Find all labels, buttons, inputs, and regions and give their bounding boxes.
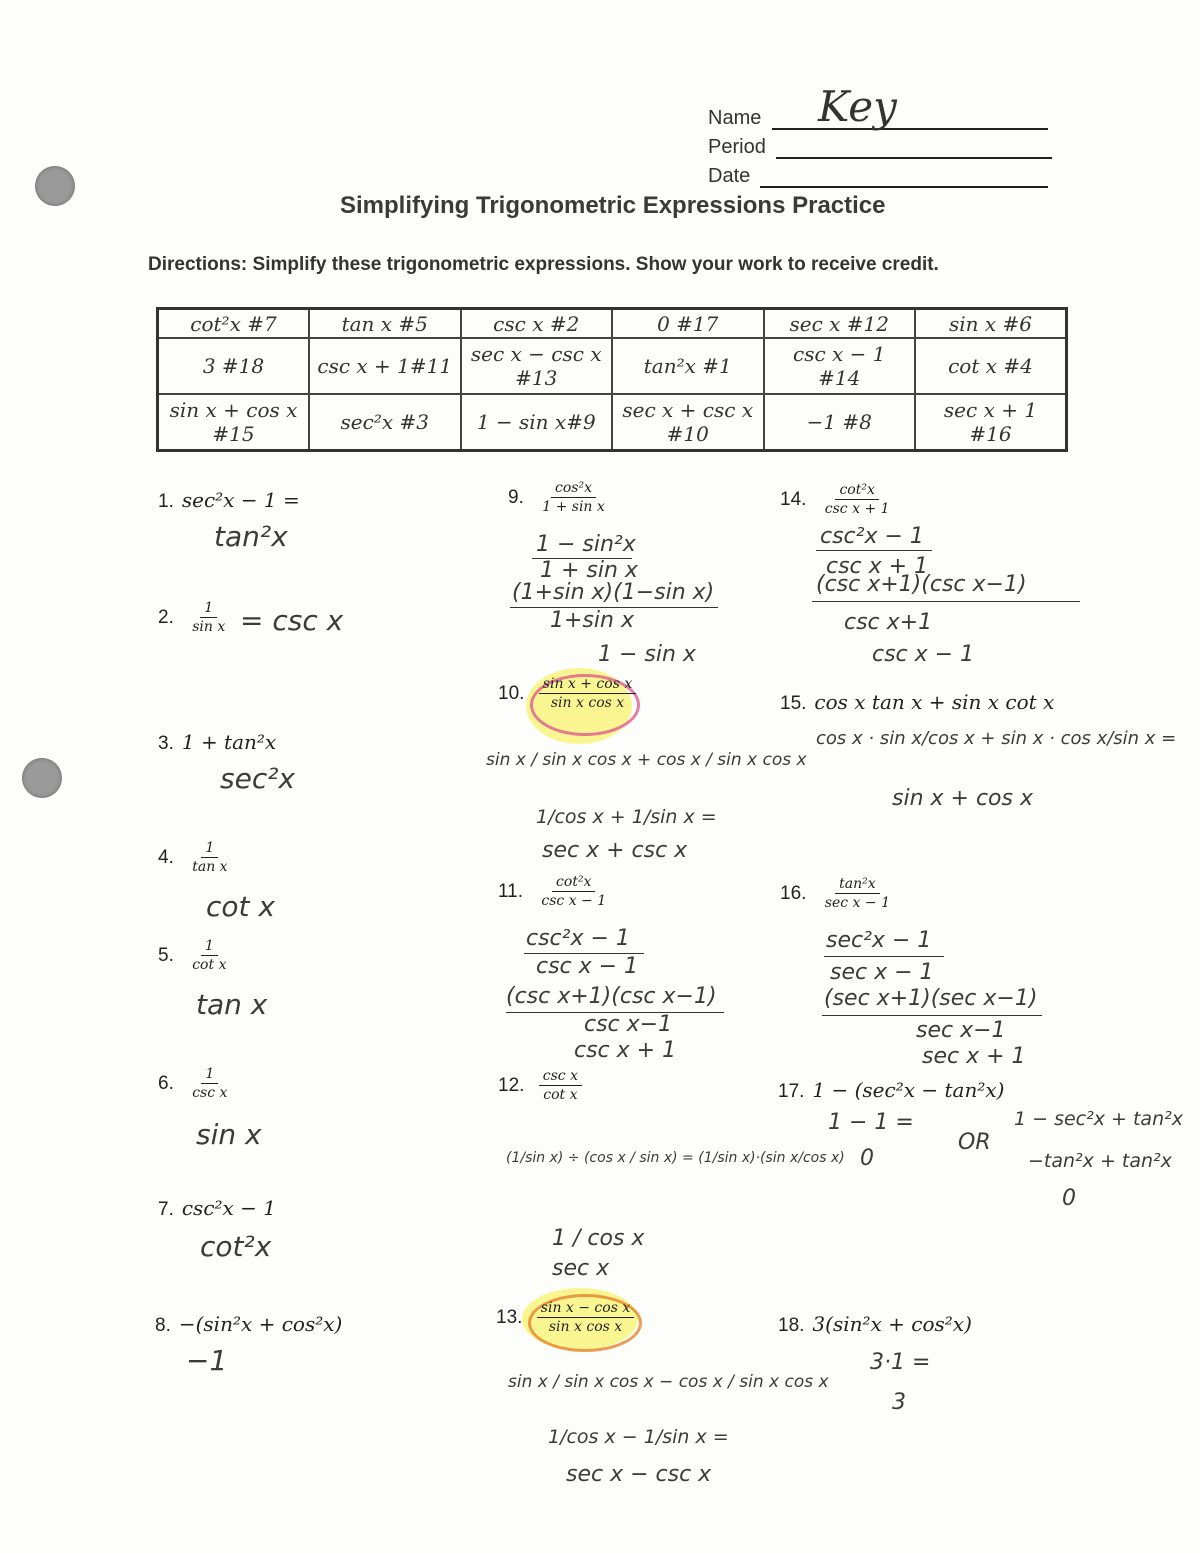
answer-cell: sin x #6 [915, 309, 1067, 339]
denominator: csc x − 1 [541, 893, 607, 909]
work-18: 3·1 = [870, 1350, 931, 1375]
denominator: cot x [192, 957, 227, 973]
problem-10 [498, 676, 636, 711]
problem-number: 16. [780, 883, 807, 904]
work-12-line1: (1/sin x) ÷ (cos x / sin x) = (1/sin x)·(sin x/cos x) [506, 1150, 845, 1166]
answer-cell: tan x #5 [309, 309, 461, 339]
fraction-bar [824, 956, 944, 957]
answer-cell: sec²x #3 [309, 394, 461, 450]
work-13-line1: sin x / sin x cos x − cos x / sin x cos x [508, 1372, 829, 1392]
problem-fraction [821, 482, 894, 517]
numerator: tan²x [835, 876, 880, 894]
work-17-b2: −tan²x + tan²x [1028, 1150, 1172, 1172]
period-label: Period [708, 136, 766, 158]
work-12-line2: 1 / cos x [552, 1226, 645, 1251]
numerator: csc x [539, 1068, 582, 1086]
problem-number: 2. [158, 607, 174, 628]
work-13-line2: 1/cos x − 1/sin x = [548, 1426, 729, 1448]
problem-number: 11. [498, 881, 524, 902]
answer-cell: cot²x #7 [158, 309, 310, 339]
problem-fraction [188, 600, 229, 635]
answer-cell: csc x − 1 #14 [764, 338, 916, 394]
or-label: OR [958, 1130, 991, 1155]
work-16-num: (sec x+1)(sec x−1) [824, 986, 1038, 1011]
problem-fraction [188, 1066, 231, 1101]
problem-fraction [539, 676, 636, 711]
answer-3: sec²x [220, 762, 296, 795]
answer-13: sec x − csc x [566, 1462, 712, 1487]
problem-number: 7. [158, 1199, 174, 1220]
problem-number: 3. [158, 733, 174, 754]
fraction-bar [816, 550, 932, 551]
denominator: sin x cos x [550, 695, 625, 711]
problem-number: 10. [498, 683, 525, 704]
answer-1: tan²x [214, 520, 288, 553]
answer-cell: sec x + 1 #16 [915, 394, 1067, 450]
answer-18: 3 [892, 1390, 906, 1415]
problem-fraction [537, 874, 610, 909]
name-line [772, 128, 1048, 130]
work-10-line1: sin x / sin x cos x + cos x / sin x cos x [486, 750, 807, 770]
problem-expression: sec²x − 1 = [181, 488, 300, 512]
problem-3 [158, 730, 276, 755]
problem-fraction [188, 840, 231, 875]
answer-16: sec x + 1 [922, 1044, 1026, 1069]
problem-fraction [538, 480, 609, 515]
denominator: cot x [543, 1087, 578, 1103]
answer-2: = csc x [240, 604, 344, 637]
problem-9 [508, 480, 609, 515]
answer-bank-row [158, 394, 1067, 450]
answer-bank-row [158, 309, 1067, 339]
date-label: Date [708, 165, 751, 187]
numerator: sin x − cos x [537, 1300, 634, 1318]
problem-number: 14. [780, 489, 807, 510]
answer-cell: 0 #17 [612, 309, 764, 339]
work-14-num: (csc x+1)(csc x−1) [816, 572, 1027, 597]
problem-number: 18. [778, 1315, 805, 1336]
work-11-den: csc x − 1 [536, 954, 639, 979]
work-9-den: 1 + sin x [540, 558, 638, 583]
work-17-a: 1 − 1 = [828, 1110, 914, 1135]
denominator: sin x cos x [548, 1319, 623, 1335]
work-17-b1: 1 − sec²x + tan²x [1014, 1108, 1183, 1130]
work-11-num: csc²x − 1 [526, 926, 630, 951]
denominator: csc x + 1 [824, 501, 890, 517]
answer-cell: sec x − csc x #13 [461, 338, 613, 394]
problem-number: 9. [508, 487, 524, 508]
answer-7: cot²x [200, 1230, 272, 1263]
problem-expression: 1 + tan²x [181, 730, 277, 754]
numerator: cot²x [552, 874, 595, 892]
answer-cell: cot x #4 [915, 338, 1067, 394]
answer-cell: csc x #2 [461, 309, 613, 339]
problem-number: 8. [155, 1315, 171, 1336]
work-9-den: 1+sin x [550, 608, 634, 633]
answer-14: csc x − 1 [872, 642, 975, 667]
date-line [760, 186, 1048, 188]
denominator: csc x [192, 1085, 228, 1101]
work-14-den: csc x+1 [844, 610, 933, 635]
problem-13 [496, 1300, 634, 1335]
numerator: 1 [201, 938, 218, 956]
answer-cell: sec x #12 [764, 309, 916, 339]
problem-8 [155, 1312, 342, 1337]
problem-1 [158, 488, 300, 513]
numerator: 1 [201, 1066, 218, 1084]
fraction-bar [812, 601, 1080, 602]
answer-cell: csc x + 1#11 [309, 338, 461, 394]
binder-hole-top [35, 166, 75, 206]
answer-17b: 0 [1062, 1186, 1076, 1211]
problem-14 [780, 482, 894, 517]
problem-number: 15. [780, 693, 807, 714]
answer-11: csc x + 1 [574, 1038, 677, 1063]
work-11-num: (csc x+1)(csc x−1) [506, 984, 717, 1009]
name-label: Name [708, 107, 762, 129]
problem-fraction [821, 876, 894, 911]
numerator: cot²x [835, 482, 878, 500]
problem-16 [780, 876, 894, 911]
problem-number: 5. [158, 945, 174, 966]
directions: Directions: Simplify these trigonometric expressions. Show your work to receive credit. [148, 254, 939, 275]
denominator: tan x [192, 859, 228, 875]
answer-cell: 3 #18 [158, 338, 310, 394]
denominator: sec x − 1 [824, 895, 890, 911]
problem-12 [498, 1068, 582, 1103]
answer-bank-row [158, 338, 1067, 394]
problem-number: 1. [158, 491, 174, 512]
answer-6: sin x [196, 1118, 262, 1151]
work-16-den: sec x − 1 [830, 960, 934, 985]
problem-expression: csc²x − 1 [181, 1196, 277, 1220]
fraction-bar [822, 1015, 1042, 1016]
denominator: sin x [192, 619, 226, 635]
binder-hole-middle [22, 758, 62, 798]
answer-8: −1 [186, 1344, 228, 1377]
problem-number: 6. [158, 1073, 174, 1094]
work-16-num: sec²x − 1 [826, 928, 932, 953]
denominator: 1 + sin x [542, 499, 605, 515]
answer-cell: sin x + cos x #15 [158, 394, 310, 450]
numerator: 1 [200, 600, 217, 618]
answer-10: sec x + csc x [542, 838, 688, 863]
work-10-line2: 1/cos x + 1/sin x = [536, 806, 717, 828]
numerator: sin x + cos x [539, 676, 636, 694]
problem-number: 12. [498, 1075, 525, 1096]
problem-number: 13. [496, 1307, 523, 1328]
answer-4: cot x [206, 890, 275, 923]
answer-cell: −1 #8 [764, 394, 916, 450]
problem-expression: 3(sin²x + cos²x) [812, 1312, 972, 1336]
work-14-den: csc x + 1 [826, 554, 929, 579]
work-15-line1: cos x · sin x/cos x + sin x · cos x/sin x = [816, 728, 1177, 749]
problem-number: 4. [158, 847, 174, 868]
problem-18 [778, 1312, 972, 1337]
problem-17 [778, 1078, 1004, 1103]
problem-expression: 1 − (sec²x − tan²x) [812, 1078, 1005, 1102]
answer-5: tan x [196, 988, 268, 1021]
problem-4 [158, 840, 232, 875]
period-line [776, 157, 1052, 159]
problem-5 [158, 938, 230, 973]
problem-expression: cos x tan x + sin x cot x [814, 690, 1055, 714]
answer-12: sec x [552, 1256, 610, 1281]
numerator: 1 [201, 840, 218, 858]
problem-15 [780, 690, 1054, 715]
answer-9: 1 − sin x [598, 642, 696, 667]
work-16-den: sec x−1 [916, 1018, 1006, 1043]
answer-cell: 1 − sin x#9 [461, 394, 613, 450]
answer-cell: sec x + csc x #10 [612, 394, 764, 450]
work-14-num: csc²x − 1 [820, 524, 924, 549]
name-value: Key [818, 82, 897, 131]
work-11-den: csc x−1 [584, 1012, 673, 1037]
problem-expression: −(sin²x + cos²x) [178, 1312, 343, 1336]
problem-2 [158, 600, 229, 635]
numerator: cos²x [551, 480, 596, 498]
problem-fraction [537, 1300, 634, 1335]
work-9-num: 1 − sin²x [536, 532, 636, 557]
problem-7 [158, 1196, 276, 1221]
problem-fraction [539, 1068, 582, 1103]
answer-bank-table [156, 307, 1068, 452]
problem-fraction [188, 938, 230, 973]
answer-cell: tan²x #1 [612, 338, 764, 394]
answer-15: sin x + cos x [892, 786, 1033, 811]
problem-6 [158, 1066, 231, 1101]
answer-17a: 0 [860, 1146, 874, 1171]
work-9-num: (1+sin x)(1−sin x) [512, 580, 715, 605]
problem-11 [498, 874, 610, 909]
page-title: Simplifying Trigonometric Expressions Practice [340, 192, 886, 219]
problem-number: 17. [778, 1081, 805, 1102]
